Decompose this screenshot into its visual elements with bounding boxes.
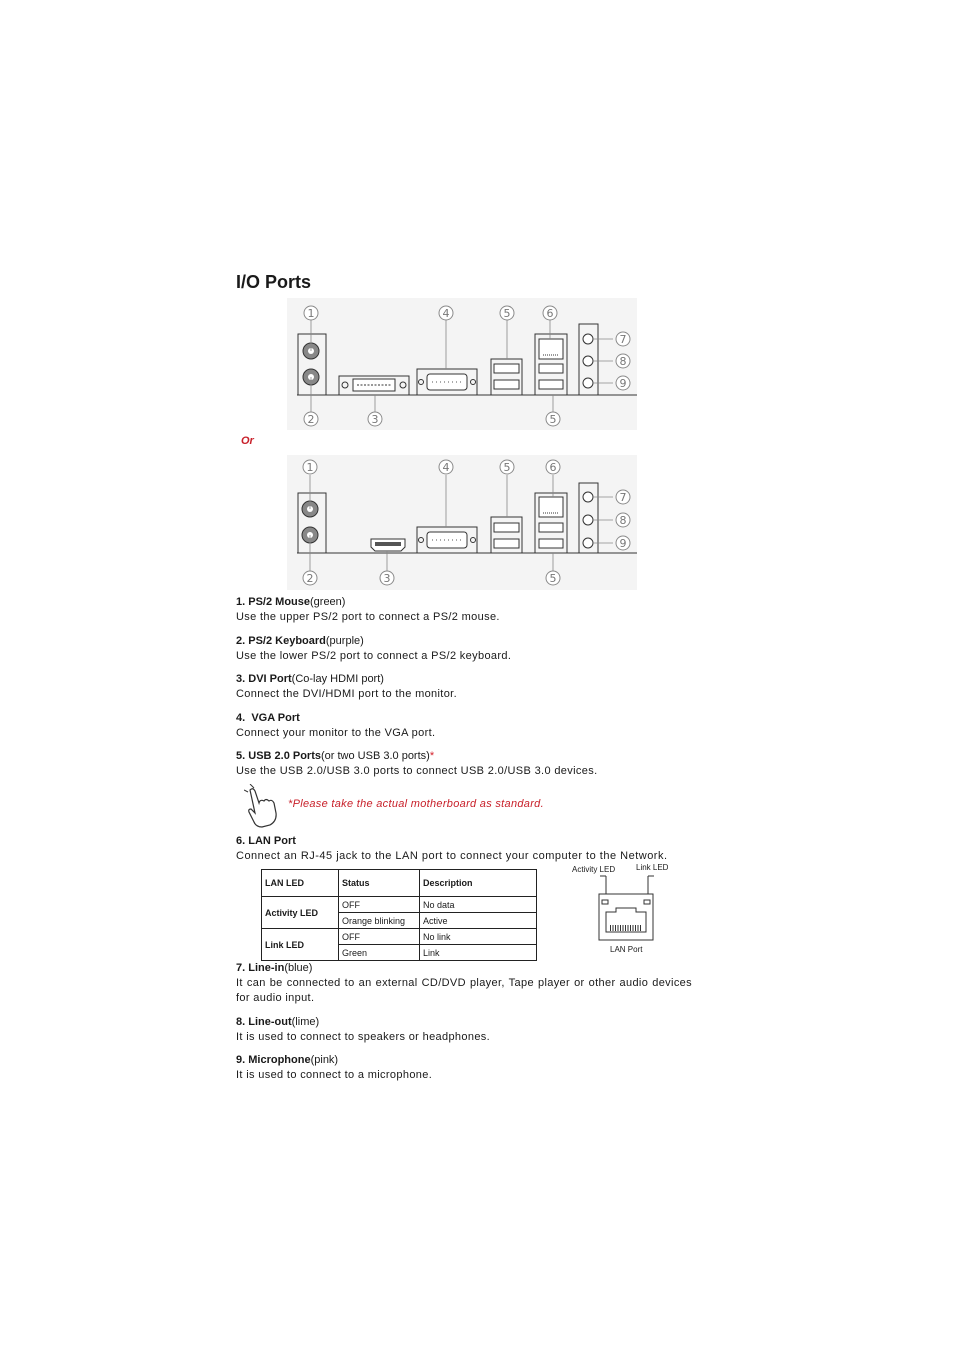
callout-3: 3 xyxy=(383,572,391,585)
callout-6: 6 xyxy=(546,307,554,320)
io-panel-diagram-hdmi xyxy=(287,455,637,590)
link-led-label: Link LED xyxy=(636,863,669,872)
or-label: Or xyxy=(241,435,254,447)
table-cell: Link xyxy=(420,945,537,961)
lan-port-diagram xyxy=(566,860,676,960)
callout-8: 8 xyxy=(619,355,627,368)
section-line-in: 7. Line-in(blue) It can be connected to an external CD/DVD player, Tape player or other audio devices for audio input. xyxy=(236,962,692,1004)
row-header: Activity LED xyxy=(262,897,339,929)
table-cell: Green xyxy=(339,945,420,961)
callout-7: 7 xyxy=(619,491,627,504)
table-header: Status xyxy=(339,870,420,897)
section-lan-port: 6. LAN Port Connect an RJ-45 jack to the LAN port to connect your computer to the Network. xyxy=(236,835,668,862)
callout-1: 1 xyxy=(306,461,314,474)
table-cell: No link xyxy=(420,929,537,945)
section-microphone: 9. Microphone(pink) It is used to connect to a microphone. xyxy=(236,1054,433,1081)
table-header: LAN LED xyxy=(262,870,339,897)
callout-5-bottom: 5 xyxy=(549,572,557,585)
callout-9: 9 xyxy=(619,377,627,390)
row-header: Link LED xyxy=(262,929,339,961)
pointing-hand-icon xyxy=(244,784,280,828)
callout-7: 7 xyxy=(619,333,627,346)
callout-3: 3 xyxy=(371,413,379,426)
section-ps2-mouse: 1. PS/2 Mouse(green) Use the upper PS/2 port to connect a PS/2 mouse. xyxy=(236,596,500,623)
callout-8: 8 xyxy=(619,514,627,527)
callout-4: 4 xyxy=(442,307,450,320)
callout-5: 5 xyxy=(503,461,511,474)
note-text: *Please take the actual motherboard as standard. xyxy=(288,798,544,810)
table-cell: OFF xyxy=(339,897,420,913)
callout-1: 1 xyxy=(307,307,315,320)
callout-4: 4 xyxy=(442,461,450,474)
callout-5: 5 xyxy=(503,307,511,320)
io-panel-diagram-dvi xyxy=(287,298,637,430)
callout-5-bottom: 5 xyxy=(549,413,557,426)
callout-2: 2 xyxy=(306,572,314,585)
section-usb-ports: 5. USB 2.0 Ports(or two USB 3.0 ports)* Use the USB 2.0/USB 3.0 ports to connect USB 2.0/USB 3.0 devices. xyxy=(236,750,598,777)
table-cell: OFF xyxy=(339,929,420,945)
section-vga-port: 4. VGA Port Connect your monitor to the VGA port. xyxy=(236,712,436,739)
table-cell: Active xyxy=(420,913,537,929)
page-title: I/O Ports xyxy=(236,272,312,292)
rj45-port-icon xyxy=(596,874,658,944)
table-cell: Orange blinking xyxy=(339,913,420,929)
callout-9: 9 xyxy=(619,537,627,550)
lan-port-label: LAN Port xyxy=(610,945,643,954)
section-dvi-port: 3. DVI Port(Co-lay HDMI port) Connect the DVI/HDMI port to the monitor. xyxy=(236,673,457,700)
table-header: Description xyxy=(420,870,537,897)
section-ps2-keyboard: 2. PS/2 Keyboard(purple) Use the lower PS/2 port to connect a PS/2 keyboard. xyxy=(236,635,512,662)
callout-2: 2 xyxy=(307,413,315,426)
callout-6: 6 xyxy=(549,461,557,474)
activity-led-label: Activity LED xyxy=(572,865,616,874)
table-cell: No data xyxy=(420,897,537,913)
section-line-out: 8. Line-out(lime) It is used to connect to speakers or headphones. xyxy=(236,1016,491,1043)
lan-led-table xyxy=(261,869,537,961)
